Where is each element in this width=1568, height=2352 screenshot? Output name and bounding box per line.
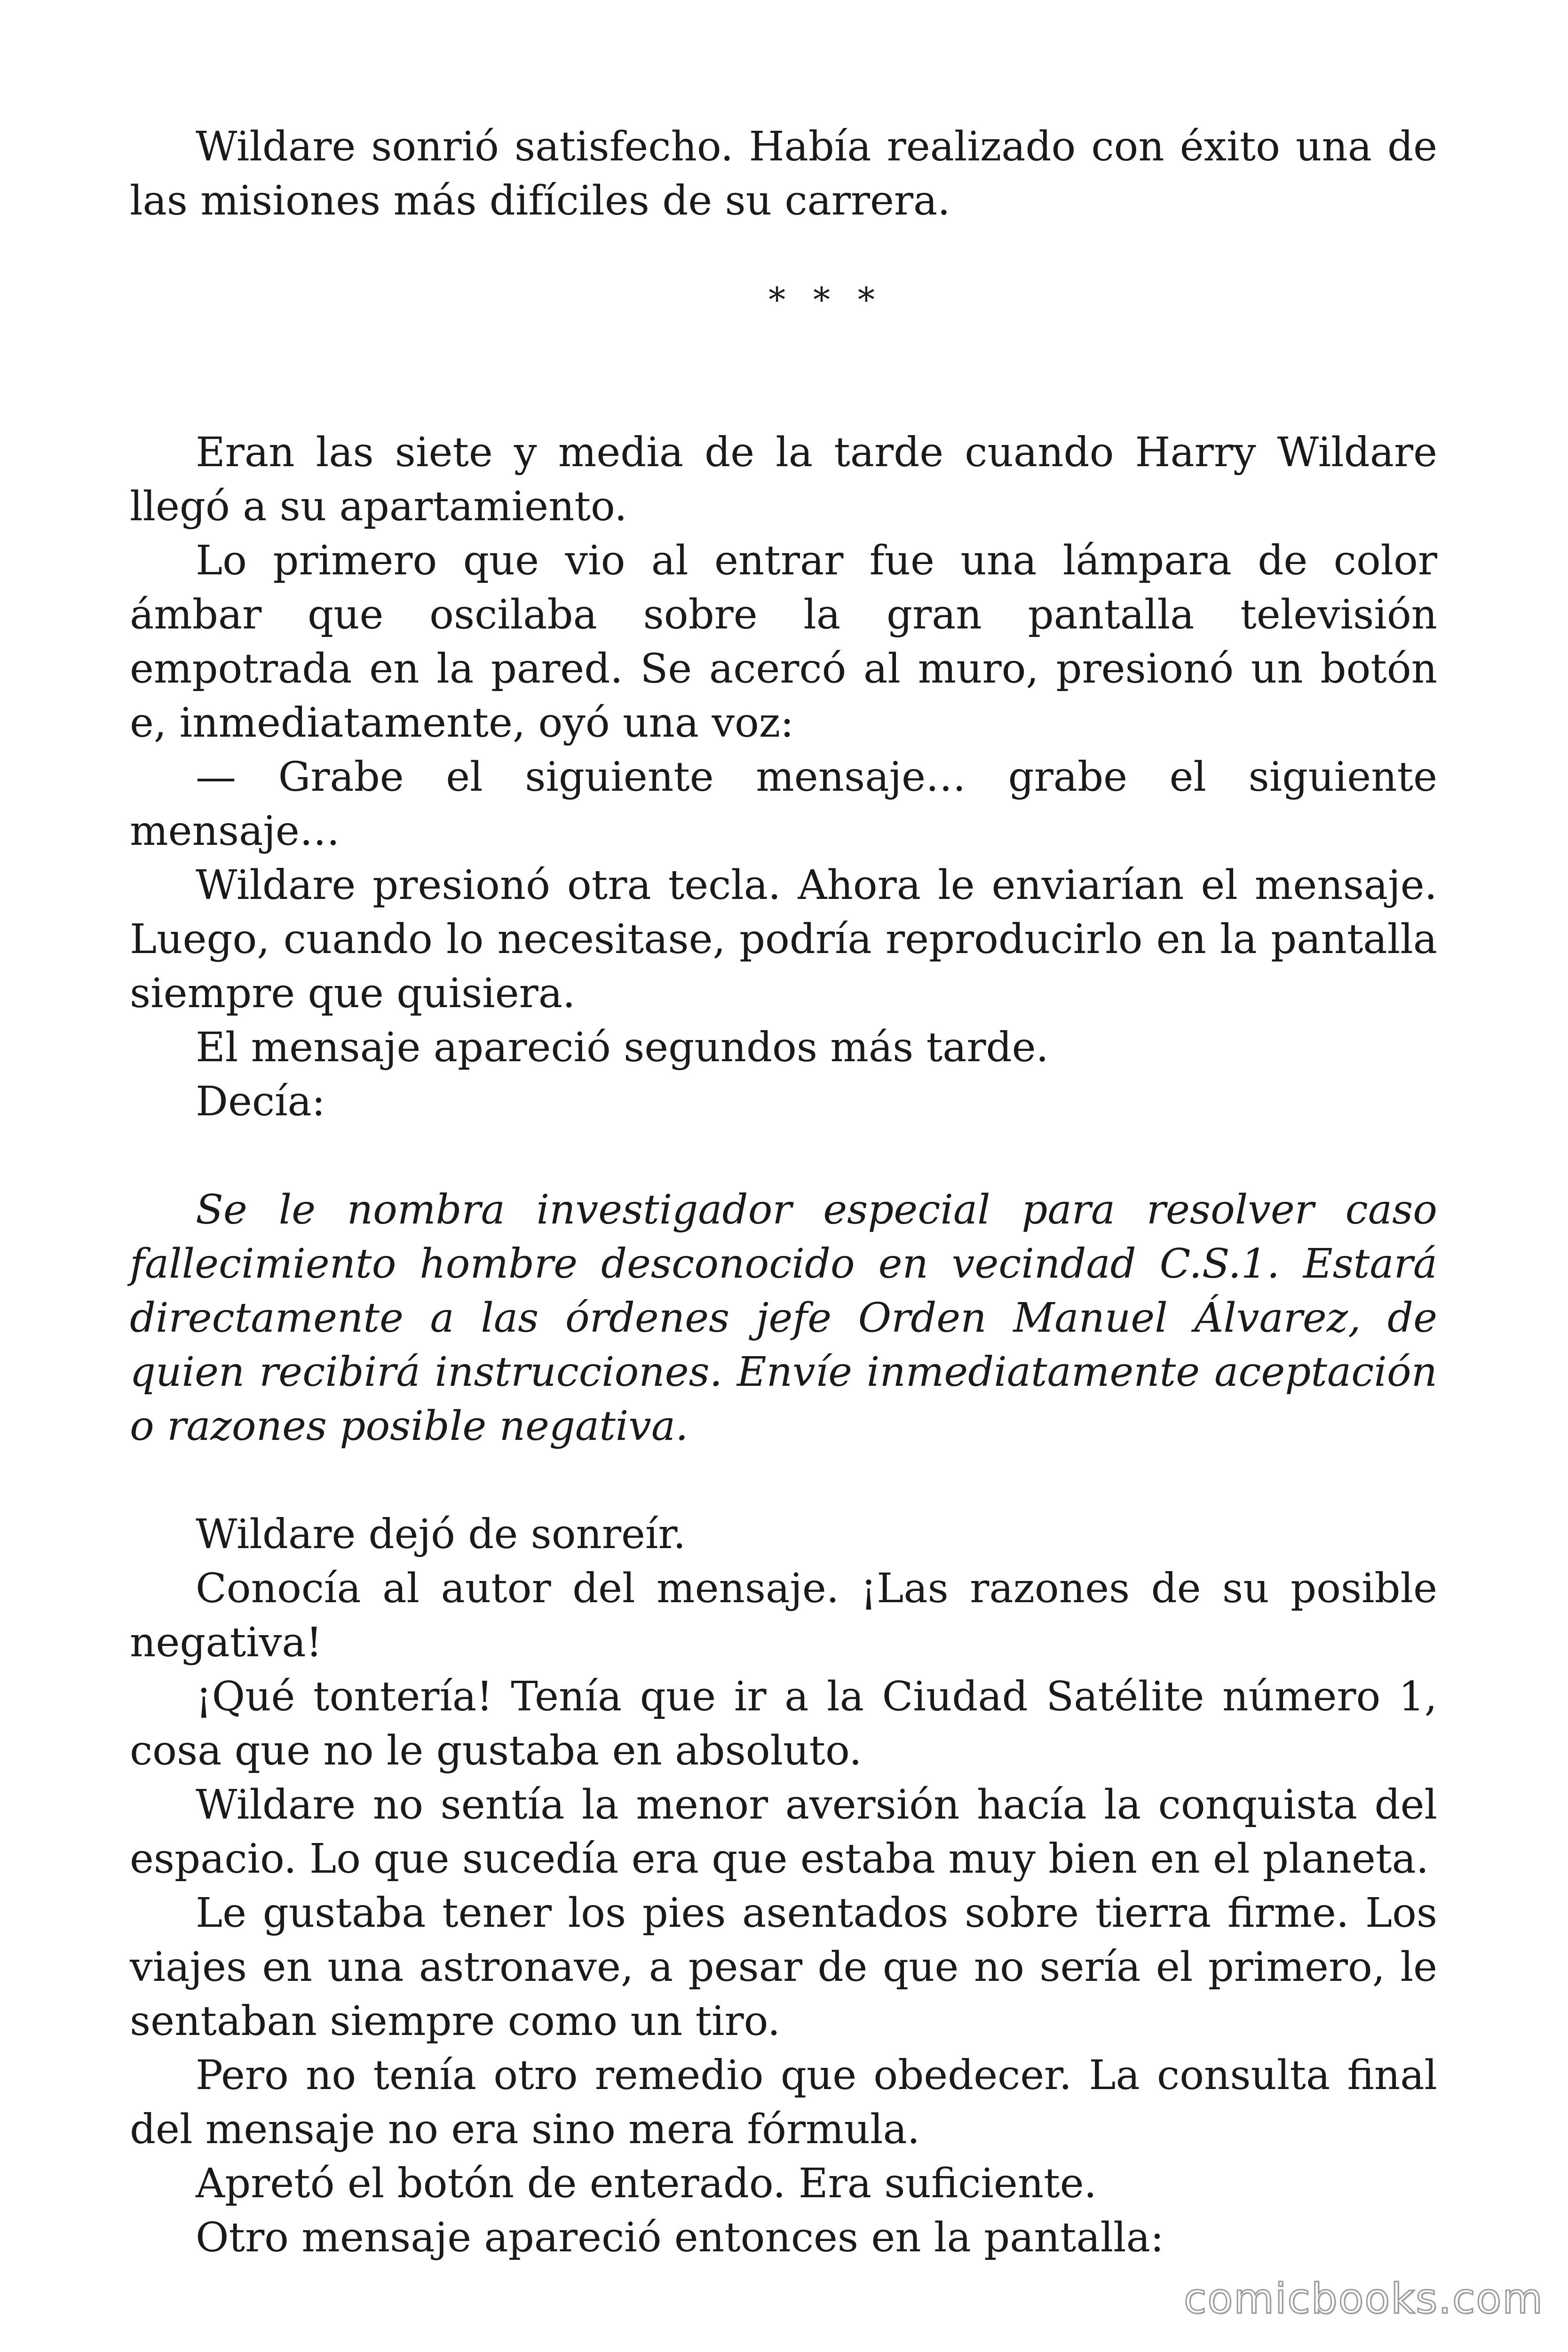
paragraph: ¡Qué tontería! Tenía que ir a la Ciudad Satélite número 1, cosa que no le gustaba en absoluto. [130, 1673, 1437, 1774]
paragraph: Eran las siete y media de la tarde cuando Harry Wildare llegó a su apartamiento. [130, 429, 1437, 530]
paragraph: Wildare dejó de sonreír. [196, 1511, 686, 1558]
paragraph: Decía: [196, 1078, 325, 1125]
paragraph: Le gustaba tener los pies asentados sobre tierra firme. Los viajes en una astronave, a pesar de que no sería el primero, le sentaban siempre como un tiro. [130, 1890, 1437, 2045]
paragraph: Lo primero que vio al entrar fue una lámpara de color ámbar que oscilaba sobre la gran pantalla televisión empotrada en la pared. Se acercó al muro, presionó un botón e, inmediatamente, oyó una voz: [130, 537, 1437, 747]
spacer [130, 1454, 1437, 1508]
paragraph: Pero no tenía otro remedio que obedecer. La consulta final del mensaje no era sino mera fórmula. [130, 2052, 1437, 2153]
paragraph: Wildare sonrió satisfecho. Había realizado con éxito una de las misiones más difíciles de su carrera. [130, 123, 1437, 224]
page-body [130, 120, 1437, 2265]
paragraph: Otro mensaje apareció entonces en la pantalla: [196, 2214, 1164, 2261]
paragraph: Conocía al autor del mensaje. ¡Las razones de su posible negativa! [130, 1565, 1437, 1666]
paragraph: Wildare presionó otra tecla. Ahora le enviarían el mensaje. Luego, cuando lo necesitase, podría reproducirlo en la pantalla siempre que quisiera. [130, 862, 1437, 1017]
spacer [130, 1129, 1437, 1183]
paragraph: Wildare no sentía la menor aversión hacía la conquista del espacio. Lo que sucedía era que estaba muy bien en el planeta. [130, 1781, 1437, 1883]
quoted-message: Se le nombra investigador especial para resolver caso fallecimiento hombre desconocido en vecindad C.S.1. Estará directamente a las órdenes jefe Orden Manuel Álvarez, de quien recibirá instrucciones. Envíe inmediatamente aceptación o razones posible negativa. [130, 1186, 1437, 1450]
watermark: comicbooks.com [1183, 2274, 1544, 2323]
scene-break: * * * [768, 280, 883, 319]
dialogue-line: — Grabe el siguiente mensaje… grabe el siguiente mensaje… [130, 754, 1437, 855]
paragraph: Apretó el botón de enterado. Era suficiente. [196, 2160, 1097, 2207]
paragraph: El mensaje apareció segundos más tarde. [196, 1024, 1049, 1071]
